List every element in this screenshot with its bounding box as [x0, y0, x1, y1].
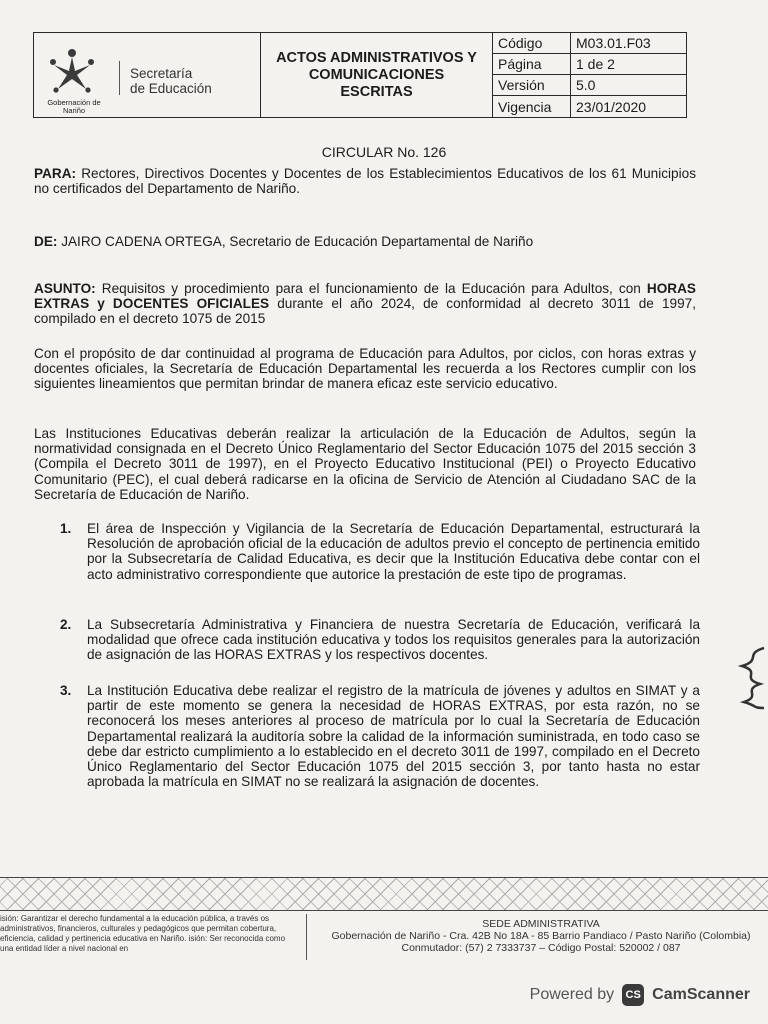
department-name-line2: de Educación — [130, 81, 212, 96]
intro-paragraph: Con el propósito de dar continuidad al programa de Educación para Adultos, por ciclos, con horas extras y docentes oficiales, la Secretaría de Educación Departamental les recuerda a los Rectores cumplir con los siguientes lineamientos que permitan brindar de manera eficaz este servicio educativo. — [34, 346, 696, 392]
list-item-number: 2. — [60, 617, 72, 632]
sede-address: Gobernación de Nariño - Cra. 42B No 18A - 85 Barrio Pandiaco / Pasto Nariño (Colombia) — [331, 930, 751, 942]
footer-ornament-band — [0, 878, 768, 910]
meta-key-page: Página — [493, 54, 571, 75]
camscanner-brand: CamScanner — [652, 986, 750, 1003]
asunto-label: ASUNTO: — [34, 281, 96, 296]
meta-value-version: 5.0 — [571, 75, 686, 96]
list-item-text: La Institución Educativa debe realizar el registro de la matrícula de jóvenes y adultos en SIMAT y a partir de este momento se genera la necesidad de HORAS EXTRAS, por esta razón, no se reconocerá los meses anteriores al proceso de matrícula por lo cual la Secretaría de Educación Departamental realizará la auditoría sobre la calidad de la información suministrada, en todo caso se debe dar estricto cumplimiento a lo establecido en el decreto 3011 de 1997, compilado en el Decreto Único Reglamentario del Sector Educación 1075 del 2015 sección 3, por tanto hasta no estar aprobada la matrícula en SIMAT no se realizará la asignación de docentes. — [87, 683, 700, 790]
department-name — [130, 66, 212, 96]
logo-divider — [119, 61, 120, 95]
list-item-number: 1. — [60, 521, 72, 536]
circular-title: CIRCULAR No. 126 — [321, 144, 447, 160]
asunto-bold: HORAS EXTRAS y DOCENTES OFICIALES — [34, 281, 696, 312]
camscanner-logo-icon: CS — [622, 984, 644, 1006]
para-label: PARA: — [34, 166, 77, 181]
footer-address-block — [320, 918, 762, 954]
asunto-text-a: Requisitos y procedimiento para el funcionamiento de la Educación para Adultos, con — [95, 281, 647, 296]
footer-rule-bottom — [0, 910, 768, 911]
camscanner-watermark — [530, 984, 750, 1006]
department-name-line1: Secretaría — [130, 66, 193, 81]
para-block — [34, 166, 696, 196]
gobernacion-star-logo-icon — [44, 45, 100, 97]
logo-cell — [34, 33, 261, 117]
para-text: Rectores, Directivos Docentes y Docentes de los Establecimientos Educativos de los 61 Municipios no certificados del Departamento de Nariño. — [34, 166, 696, 197]
de-block — [34, 234, 696, 249]
list-item-number: 3. — [60, 683, 72, 698]
list-item — [60, 521, 700, 582]
sede-title: SEDE ADMINISTRATIVA — [482, 918, 600, 930]
meta-value-page: 1 de 2 — [571, 54, 686, 75]
meta-key-code: Código — [493, 33, 571, 54]
asunto-block — [34, 281, 696, 327]
list-item-text: La Subsecretaría Administrativa y Financiera de nuestra Secretaría de Educación, verificará la modalidad que ofrece cada institución educativa y todos los requisitos generales para la autorización de asignación de las HORAS EXTRAS y los respectivos docentes. — [87, 617, 700, 663]
document-header-table — [33, 32, 687, 118]
articulation-paragraph: Las Instituciones Educativas deberán realizar la articulación de la Educación de Adultos, según la normatividad consignada en el Decreto Único Reglamentario del Sector Educación 1075 del 2015 sección 3 (Compila el Decreto 3011 de 1997), en el Proyecto Educativo Institucional (PEI) o Proyecto Educativo Comunitario (PEC), el cual deberá radicarse en la oficina de Servicio de Atención al Ciudadano SAC de la Secretaría de Educación de Nariño. — [34, 426, 696, 502]
list-item-text: El área de Inspección y Vigilancia de la Secretaría de Educación Departamental, estructurará la Resolución de aprobación oficial de la educación de adultos previo el concepto de pertinencia emitido por la Subsecretaría de Calidad Educativa, es decir que la Institución Educativa debe contar con el acto administrativo correspondiente que autorice la prestación de este tipo de programas. — [87, 521, 700, 582]
powered-by-label: Powered by — [529, 986, 615, 1003]
de-label: DE: — [34, 234, 58, 249]
document-type-title: ACTOS ADMINISTRATIVOS Y COMUNICACIONES ESCRITAS — [261, 33, 493, 117]
list-item — [60, 617, 700, 663]
list-item — [60, 683, 700, 789]
asunto-text-b: durante el año 2024, de conformidad al decreto 3011 de 1997, compilado en el decreto 1075 de 2015 — [34, 296, 696, 327]
meta-key-version: Versión — [493, 75, 571, 96]
stamp-edge-decoration — [734, 646, 768, 710]
logo-caption: Gobernación de Nariño — [47, 98, 101, 115]
meta-key-validity: Vigencia — [493, 96, 571, 117]
de-text: JAIRO CADENA ORTEGA, Secretario de Educación Departamental de Nariño — [57, 234, 534, 249]
meta-value-validity: 23/01/2020 — [576, 98, 647, 115]
footer-divider — [306, 914, 307, 960]
meta-value-code: M03.01.F03 — [571, 33, 686, 54]
document-meta-grid — [493, 33, 686, 117]
mission-vision-text: isión: Garantizar el derecho fundamental a la educación pública, a través os administrativos, financieros, culturales y pedagógicos que permitan cobertura, eficiencia, calidad y pertinencia educativa en Nariño. isión: Ser reconocida como una entidad líder a nivel nacional en — [0, 914, 286, 953]
sede-contact: Conmutador: (57) 2 7333737 – Código Postal: 520002 / 087 — [401, 942, 681, 954]
